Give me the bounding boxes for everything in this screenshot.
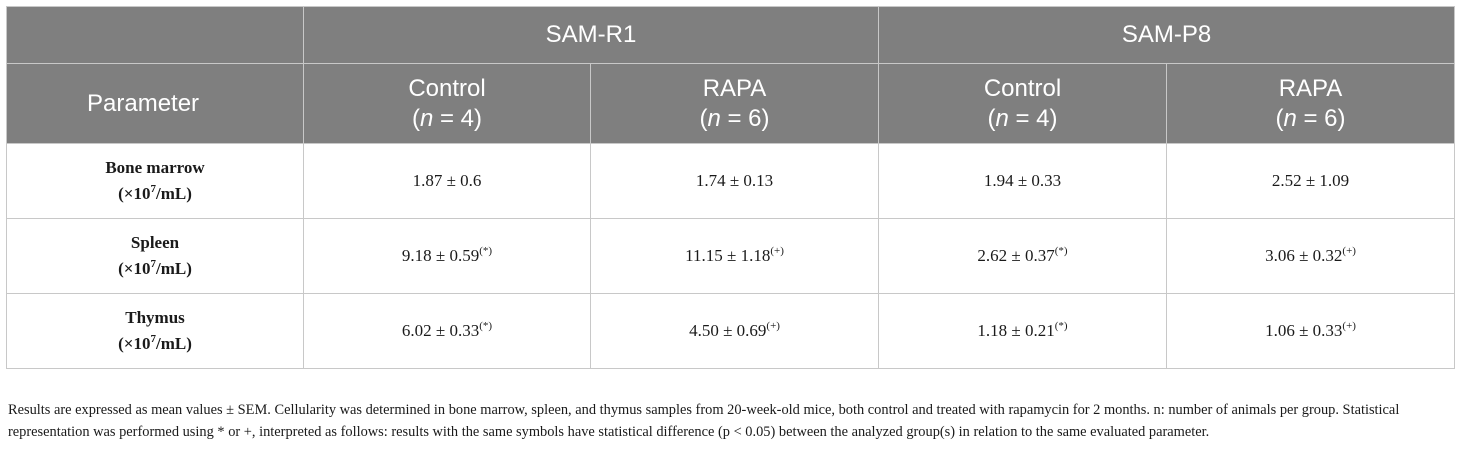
n-variable: n: [1283, 104, 1297, 132]
parameter-header: Parameter: [7, 64, 304, 144]
value-text: 2.52 ± 1.09: [1271, 171, 1350, 190]
significance-mark: (+): [770, 245, 784, 257]
parameter-name: Thymus: [125, 308, 185, 327]
table-row: [7, 144, 1455, 219]
group-header-sam-r1: SAM-R1: [304, 7, 879, 64]
value-cell: [879, 144, 1167, 219]
significance-mark: (+): [1342, 320, 1356, 332]
subheader-label: Control: [408, 74, 486, 102]
unit-exponent: 7: [150, 258, 156, 270]
value-cell: [1167, 144, 1455, 219]
value-cell: [591, 294, 879, 369]
significance-mark: (*): [1054, 320, 1068, 332]
unit-suffix: /mL): [155, 334, 192, 353]
value-text: 9.18 ± 0.59: [401, 246, 480, 265]
value-cell: [591, 219, 879, 294]
n-suffix: = 4): [433, 104, 483, 132]
subheader-p8-rapa: [1167, 64, 1455, 144]
value-text: 11.15 ± 1.18: [685, 246, 771, 265]
unit-prefix: (×10: [118, 184, 151, 203]
value-cell: [304, 294, 591, 369]
table-row: [7, 219, 1455, 294]
subheader-label: RAPA: [702, 74, 767, 102]
value-text: 6.02 ± 0.33: [401, 321, 480, 340]
value-cell: [591, 144, 879, 219]
group-header-sam-p8: SAM-P8: [879, 7, 1455, 64]
unit-prefix: (×10: [118, 334, 151, 353]
subheader-r1-control: [304, 64, 591, 144]
parameter-name: Bone marrow: [105, 158, 205, 177]
table-row: [7, 294, 1455, 369]
n-prefix: (: [987, 104, 996, 132]
n-suffix: = 4): [1008, 104, 1058, 132]
value-cell: [879, 294, 1167, 369]
unit-exponent: 7: [150, 183, 156, 195]
value-cell: [304, 144, 591, 219]
empty-corner-cell: [7, 7, 304, 64]
subheader-r1-rapa: [591, 64, 879, 144]
value-cell: [879, 219, 1167, 294]
unit-exponent: 7: [150, 333, 156, 345]
value-text: 1.87 ± 0.6: [412, 171, 482, 190]
unit-prefix: (×10: [118, 259, 151, 278]
unit-suffix: /mL): [155, 184, 192, 203]
unit-suffix: /mL): [155, 259, 192, 278]
significance-mark: (*): [479, 245, 493, 257]
results-table: [6, 6, 1455, 369]
value-text: 1.06 ± 0.33: [1265, 321, 1343, 340]
significance-mark: (+): [1342, 245, 1356, 257]
value-cell: [1167, 219, 1455, 294]
row-parameter-cell: [7, 219, 304, 294]
n-prefix: (: [699, 104, 708, 132]
value-cell: [304, 219, 591, 294]
parameter-name: Spleen: [130, 233, 180, 252]
row-parameter-cell: [7, 144, 304, 219]
n-suffix: = 6): [720, 104, 770, 132]
value-text: 1.94 ± 0.33: [983, 171, 1062, 190]
n-variable: n: [995, 104, 1009, 132]
n-variable: n: [419, 104, 434, 132]
value-text: 4.50 ± 0.69: [689, 321, 767, 340]
n-prefix: (: [411, 104, 420, 132]
significance-mark: (*): [1054, 245, 1068, 257]
row-parameter-cell: [7, 294, 304, 369]
n-variable: n: [707, 104, 721, 132]
significance-mark: (+): [766, 320, 780, 332]
significance-mark: (*): [479, 320, 493, 332]
value-cell: [1167, 294, 1455, 369]
subheader-label: RAPA: [1278, 74, 1343, 102]
subheader-label: Control: [983, 74, 1062, 102]
subheader-p8-control: [879, 64, 1167, 144]
table-footnote: Results are expressed as mean values ± SEM. Cellularity was determined in bone marrow, spleen, and thymus samples from 20-week-old mice, both control and treated with rapamycin for 2 months. n: number of animals per group. Statistical representation was performed using * or +, interpreted as follows: results with the same symbols have statistical difference (p < 0.05) between the analyzed group(s) in relation to the same evaluated parameter.: [8, 402, 1400, 441]
value-text: 3.06 ± 0.32: [1265, 246, 1343, 265]
value-text: 1.18 ± 0.21: [977, 321, 1055, 340]
n-prefix: (: [1275, 104, 1284, 132]
n-suffix: = 6): [1296, 104, 1346, 132]
value-text: 1.74 ± 0.13: [695, 171, 774, 190]
value-text: 2.62 ± 0.37: [977, 246, 1055, 265]
